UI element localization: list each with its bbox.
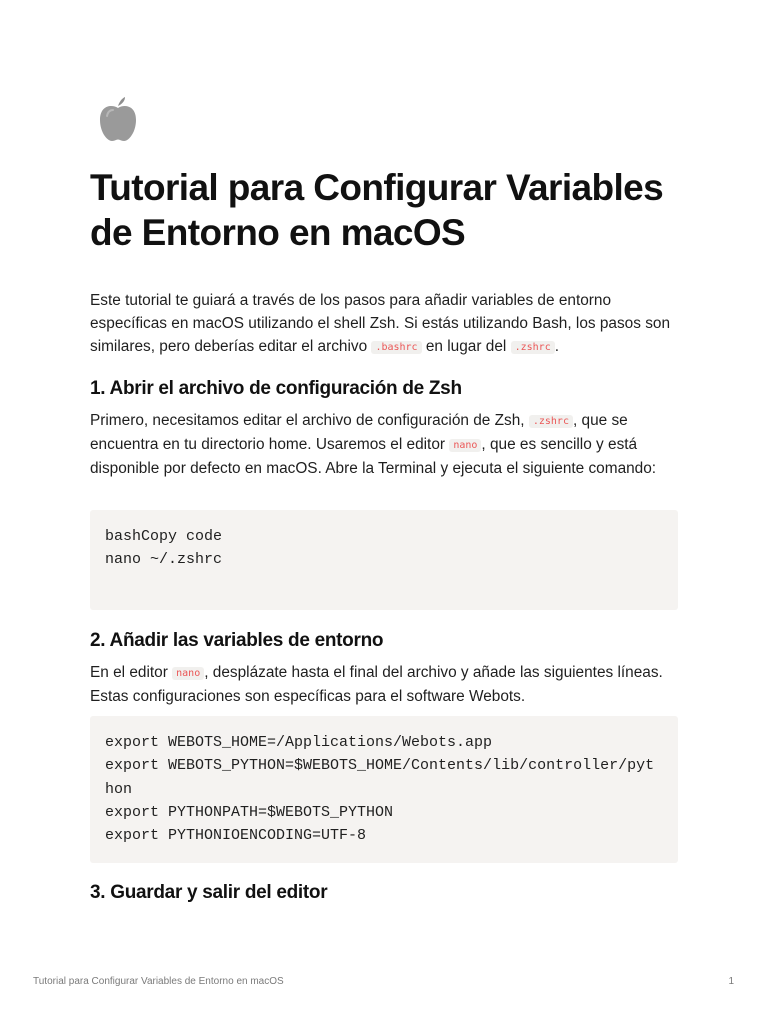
inline-code-zshrc: .zshrc	[511, 341, 555, 354]
section-2-heading: 2. Añadir las variables de entorno	[90, 630, 384, 651]
intro-paragraph	[90, 289, 678, 359]
intro-text-1: Este tutorial te guiará a través de los pasos para añadir variables de entorno específicas en macOS utilizando el shell Zsh. Si estás utilizando Bash, los pasos son similares, pero deberías editar el archivo	[90, 292, 671, 355]
code-block-2[interactable]	[90, 716, 678, 863]
section-2-paragraph	[90, 661, 678, 708]
code-line: export PYTHONPATH=$WEBOTS_PYTHON	[105, 803, 394, 821]
page-title: Tutorial para Configurar Variables de Entorno en macOS	[90, 167, 664, 253]
inline-code-bashrc: .bashrc	[371, 341, 421, 354]
code-line: nano ~/.zshrc	[105, 551, 223, 569]
apple-logo-icon	[98, 96, 138, 142]
code-line: export WEBOTS_PYTHON=$WEBOTS_HOME/Contents/lib/controller/pyt	[105, 757, 655, 775]
code-line: bashCopy code	[105, 528, 223, 545]
section-3-heading: 3. Guardar y salir del editor	[90, 882, 328, 903]
section-2-text-1: En el editor	[90, 664, 173, 681]
intro-text-2: en lugar del	[421, 338, 511, 355]
section-1-text-2: , que se encuentra en tu directorio home. Usaremos el editor	[90, 412, 628, 453]
section-1-text-1: Primero, necesitamos editar el archivo de configuración de Zsh,	[90, 412, 529, 429]
code-line: export PYTHONIOENCODING=UTF-8	[105, 827, 367, 845]
section-1-paragraph	[90, 409, 678, 480]
footer-title: Tutorial para Configurar Variables de Entorno en macOS	[33, 976, 284, 987]
code-block-1[interactable]	[90, 510, 678, 610]
section-1-heading: 1. Abrir el archivo de configuración de Zsh	[90, 378, 462, 399]
inline-code-nano: nano	[449, 439, 481, 452]
inline-code-zshrc: .zshrc	[529, 415, 573, 428]
inline-code-nano: nano	[172, 667, 204, 680]
intro-text-3: .	[554, 338, 559, 355]
code-line: export WEBOTS_HOME=/Applications/Webots.app	[105, 734, 493, 751]
footer-page-number: 1	[728, 976, 734, 987]
code-line: hon	[105, 780, 133, 798]
section-2-text-2: , desplázate hasta el final del archivo y añade las siguientes líneas. Estas configuraciones son específicas para el software Webots.	[90, 664, 663, 705]
section-1-text-3: , que es sencillo y está disponible por defecto en macOS. Abre la Terminal y ejecuta el siguiente comando:	[90, 436, 657, 477]
